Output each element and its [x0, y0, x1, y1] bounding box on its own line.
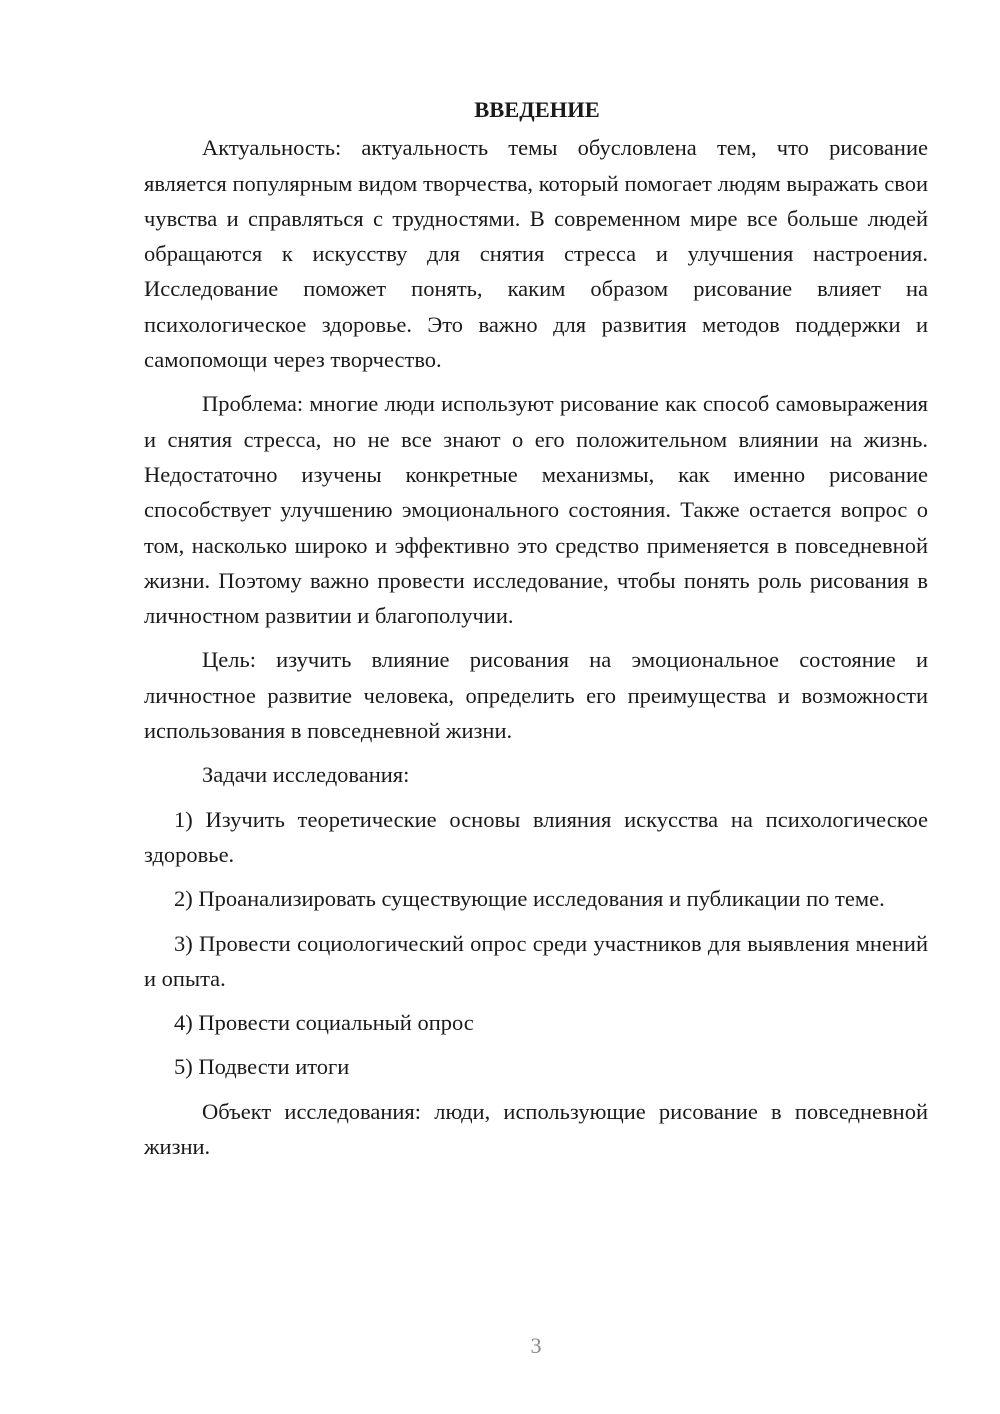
paragraph-relevance: Актуальность: актуальность темы обусловлена тем, что рисование является популярным видом творчества, который помогает людям выражать свои чувства и справляться с трудностями. В современном мире все больше людей обращаются к искусству для снятия стресса и улучшения настроения. Исследование поможет понять, каким образом рисование влияет на психологическое здоровье. Это важно для развития методов поддержки и самопомощи через творчество.: [144, 135, 928, 373]
task-item-3: 3) Провести социологический опрос среди участников для выявления мнений и опыта.: [144, 930, 928, 991]
paragraph-problem: Проблема: многие люди используют рисование как способ самовыражения и снятия стресса, но не все знают о его положительном влиянии на жизнь. Недостаточно изучены конкретные механизмы, как именно рисование способствует улучшению эмоционального состояния. Также остается вопрос о том, насколько широко и эффективно это средство применяется в повседневной жизни. Поэтому важно провести исследование, чтобы понять роль рисования в личностном развитии и благополучии.: [144, 391, 928, 629]
page-number: 3: [530, 1333, 542, 1358]
paragraph-object: Объект исследования: люди, использующие рисование в повседневной жизни.: [144, 1098, 928, 1160]
section-title: ВВЕДЕНИЕ: [474, 97, 600, 122]
task-item-2: 2) Проанализировать существующие исследования и публикации по теме.: [174, 886, 885, 912]
task-item-5: 5) Подвести итоги: [174, 1054, 350, 1080]
tasks-label: Задачи исследования:: [202, 762, 410, 788]
paragraph-goal: Цель: изучить влияние рисования на эмоциональное состояние и личностное развитие человека, определить его преимущества и возможности использования в повседневной жизни.: [144, 647, 928, 744]
document-page: [144, 92, 928, 1164]
task-item-1: 1) Изучить теоретические основы влияния искусства на психологическое здоровье.: [144, 806, 928, 867]
task-item-4: 4) Провести социальный опрос: [174, 1010, 474, 1036]
